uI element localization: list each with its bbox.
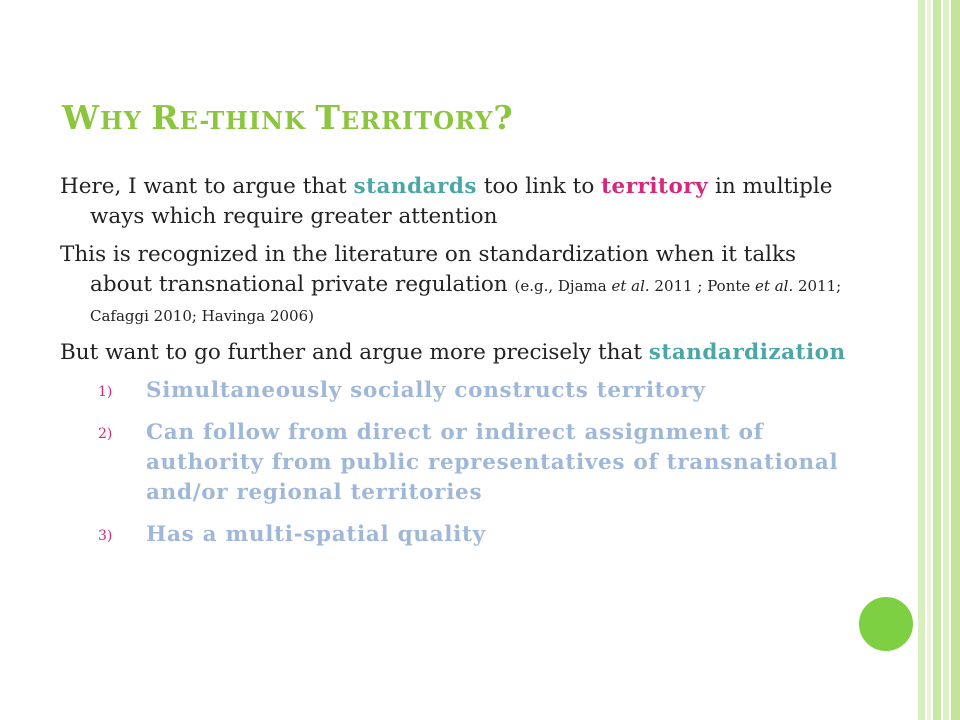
- decorative-circle: [856, 594, 916, 654]
- title-smallcaps: HY: [100, 106, 152, 135]
- title-question-mark: ?: [493, 98, 514, 137]
- list-number: 2): [98, 426, 113, 442]
- slide-title: [62, 98, 514, 137]
- decorative-bar: [933, 0, 941, 720]
- text: This is recognized in the literature on standardization when it talks about transnational private regulation: [60, 242, 797, 297]
- list-item-text: Has a multi-spatial quality: [146, 522, 486, 547]
- list-item: [60, 418, 850, 508]
- citation-text: . 2011 ; Ponte: [644, 277, 756, 295]
- decorative-bar: [943, 0, 949, 720]
- list-number: 1): [98, 384, 113, 400]
- list-item: [60, 376, 850, 406]
- list-item: [60, 520, 850, 550]
- slide-body: [60, 172, 850, 562]
- text: too link to: [477, 174, 602, 199]
- citation-etal: et al: [755, 277, 789, 295]
- text: in multiple ways which require greater attention: [90, 174, 833, 229]
- paragraph-further: [60, 338, 850, 368]
- highlight-standards: standards: [353, 174, 478, 199]
- title-cap: W: [62, 98, 101, 137]
- decorative-bar: [927, 0, 931, 720]
- title-smallcaps: ERRITORY: [340, 106, 494, 135]
- text: Here, I want to argue that: [60, 174, 354, 199]
- argument-list: [60, 376, 850, 550]
- list-item-text: Can follow from direct or indirect assignment of authority from public representatives of transnational and/or regional territories: [146, 420, 839, 505]
- citation-text: (e.g., Djama: [514, 277, 612, 295]
- decorative-bar: [951, 0, 960, 720]
- paragraph-literature: [60, 240, 850, 330]
- list-item-text: Simultaneously socially constructs territory: [146, 378, 706, 403]
- highlight-standardization: standardization: [648, 340, 846, 365]
- list-number: 3): [98, 528, 113, 544]
- citation-text: . 2011; Cafaggi 2010; Havinga 2006): [90, 277, 842, 325]
- citation-etal: et al: [611, 277, 645, 295]
- title-smallcaps: E-THINK: [179, 106, 316, 135]
- text: But want to go further and argue more precisely that: [60, 340, 649, 365]
- paragraph-standards: [60, 172, 850, 232]
- title-cap: T: [315, 98, 341, 137]
- title-cap: R: [151, 98, 180, 137]
- decorative-bar: [918, 0, 925, 720]
- highlight-territory: territory: [601, 174, 709, 199]
